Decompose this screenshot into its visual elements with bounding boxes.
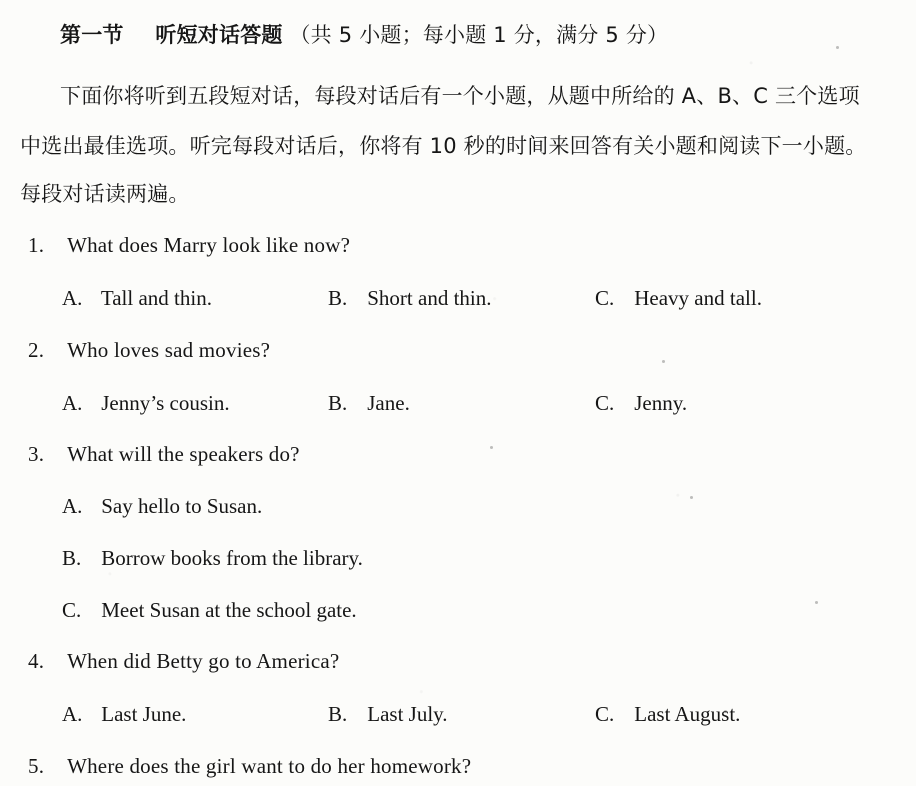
question-2-option-a (62, 389, 230, 417)
question-1 (28, 231, 350, 259)
question-4-option-b (328, 700, 448, 728)
question-text: Who loves sad movies? (67, 338, 271, 362)
question-2 (28, 336, 270, 364)
option-label: A. (62, 702, 83, 726)
option-text: Meet Susan at the school gate. (101, 598, 357, 622)
question-4-option-a (62, 700, 186, 728)
option-label: A. (62, 494, 83, 518)
option-label: B. (328, 391, 348, 415)
option-label: C. (595, 391, 615, 415)
question-text: Where does the girl want to do her homework? (67, 754, 472, 778)
option-text: Borrow books from the library. (101, 546, 363, 570)
scan-speck (836, 46, 839, 49)
option-text: Say hello to Susan. (101, 494, 263, 518)
scan-speck (690, 496, 693, 499)
option-text: Jenny. (634, 391, 688, 415)
question-text: When did Betty go to America? (67, 649, 340, 673)
question-4 (28, 647, 339, 675)
option-text: Last June. (101, 702, 187, 726)
option-label: A. (62, 286, 83, 310)
question-1-option-a (62, 284, 212, 312)
question-4-option-c (595, 700, 740, 728)
question-3 (28, 440, 300, 468)
option-label: C. (595, 702, 615, 726)
option-text: Jenny’s cousin. (101, 391, 230, 415)
option-label: C. (62, 598, 82, 622)
question-number: 1. (28, 233, 45, 257)
scan-speck (724, 710, 727, 713)
section-score-note: （共 5 小题；每小题 1 分，满分 5 分） (289, 23, 669, 47)
option-text: Jane. (367, 391, 410, 415)
scan-speck (490, 446, 493, 449)
instructions-line-3: 每段对话读两遍。 (20, 182, 190, 206)
option-text: Last July. (367, 702, 448, 726)
section-title: 第一节 (60, 23, 124, 47)
option-label: C. (595, 286, 615, 310)
question-number: 4. (28, 649, 45, 673)
section-heading (60, 21, 668, 49)
option-label: B. (328, 702, 348, 726)
option-label: A. (62, 391, 83, 415)
question-1-option-b (328, 284, 492, 312)
question-text: What will the speakers do? (67, 442, 300, 466)
question-number: 2. (28, 338, 45, 362)
scan-speck (662, 360, 665, 363)
option-text: Last August. (634, 702, 741, 726)
question-number: 5. (28, 754, 45, 778)
option-text: Short and thin. (367, 286, 492, 310)
question-number: 3. (28, 442, 45, 466)
option-text: Heavy and tall. (634, 286, 762, 310)
question-3-option-b (62, 544, 363, 572)
question-3-option-c (62, 596, 357, 624)
option-label: B. (62, 546, 82, 570)
question-1-option-c (595, 284, 762, 312)
scan-speck (815, 601, 818, 604)
instructions-line-1: 下面你将听到五段短对话，每段对话后有一个小题，从题中所给的 A、B、C 三个选项 (60, 84, 860, 108)
section-heading-text: 听短对话答题 (155, 23, 283, 47)
question-2-option-b (328, 389, 410, 417)
instructions-line-2: 中选出最佳选项。听完每段对话后，你将有 10 秒的时间来回答有关小题和阅读下一小题。 (20, 134, 867, 158)
question-5 (28, 752, 471, 780)
question-text: What does Marry look like now? (67, 233, 351, 257)
option-text: Tall and thin. (100, 286, 212, 310)
option-label: B. (328, 286, 348, 310)
question-3-option-a (62, 492, 262, 520)
question-2-option-c (595, 389, 687, 417)
